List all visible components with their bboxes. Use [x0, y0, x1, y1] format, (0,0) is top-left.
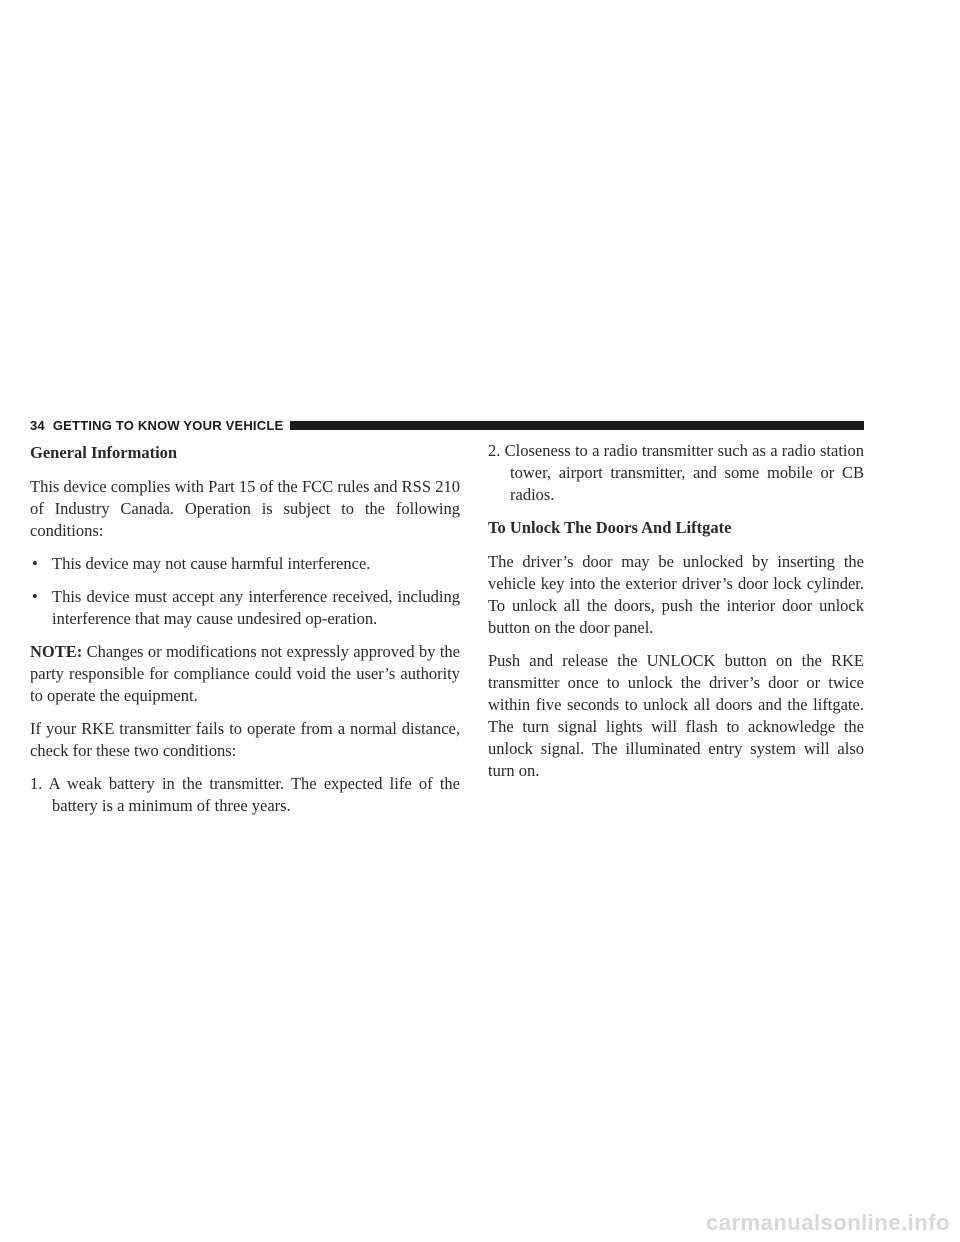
bullet-icon: • — [32, 587, 38, 606]
fcc-compliance-paragraph: This device complies with Part 15 of the FCC rules and RSS 210 of Industry Canada. Operation is subject to the following conditions: — [30, 477, 460, 540]
right-column — [488, 440, 864, 793]
unlock-doors-heading: To Unlock The Doors And Liftgate — [488, 518, 732, 537]
transmitter-fail-paragraph: If your RKE transmitter fails to operate from a normal distance, check for these two conditions: — [30, 719, 460, 760]
numbered-item-2: 2. Closeness to a radio transmitter such as a radio station tower, airport transmitter, and some mobile or CB radios. — [488, 441, 864, 504]
header-rule — [290, 421, 864, 430]
left-column — [30, 440, 460, 828]
note-label: NOTE: — [30, 642, 83, 661]
page-number: 34 — [30, 417, 45, 433]
section-title: GETTING TO KNOW YOUR VEHICLE — [52, 417, 284, 433]
site-watermark: carmanualsonline.info — [706, 1210, 950, 1235]
bullet-item — [30, 586, 460, 630]
bullet-item — [30, 553, 460, 575]
bullet-text: This device may not cause harmful interference. — [52, 554, 371, 573]
page-header — [30, 415, 864, 435]
unlock-rke-paragraph: Push and release the UNLOCK button on the RKE transmitter once to unlock the driver’s door or twice within five seconds to unlock all doors and the liftgate. The turn signal lights will flash to acknowledge the unlock signal. The illuminated entry system will also turn on. — [488, 651, 864, 780]
general-information-heading: General Information — [30, 443, 178, 462]
unlock-key-paragraph: The driver’s door may be unlocked by inserting the vehicle key into the exterior driver’s door lock cylinder. To unlock all the doors, push the interior door unlock button on the door panel. — [488, 552, 864, 637]
note-text: Changes or modifications not expressly approved by the party responsible for compliance could void the user’s authority to operate the equipment. — [30, 642, 460, 705]
numbered-item-1: 1. A weak battery in the transmitter. The expected life of the battery is a minimum of three years. — [30, 774, 460, 815]
bullet-icon: • — [32, 554, 38, 573]
note-paragraph — [30, 641, 460, 707]
bullet-text: This device must accept any interference received, including interference that may cause undesired op-eration. — [52, 587, 460, 628]
